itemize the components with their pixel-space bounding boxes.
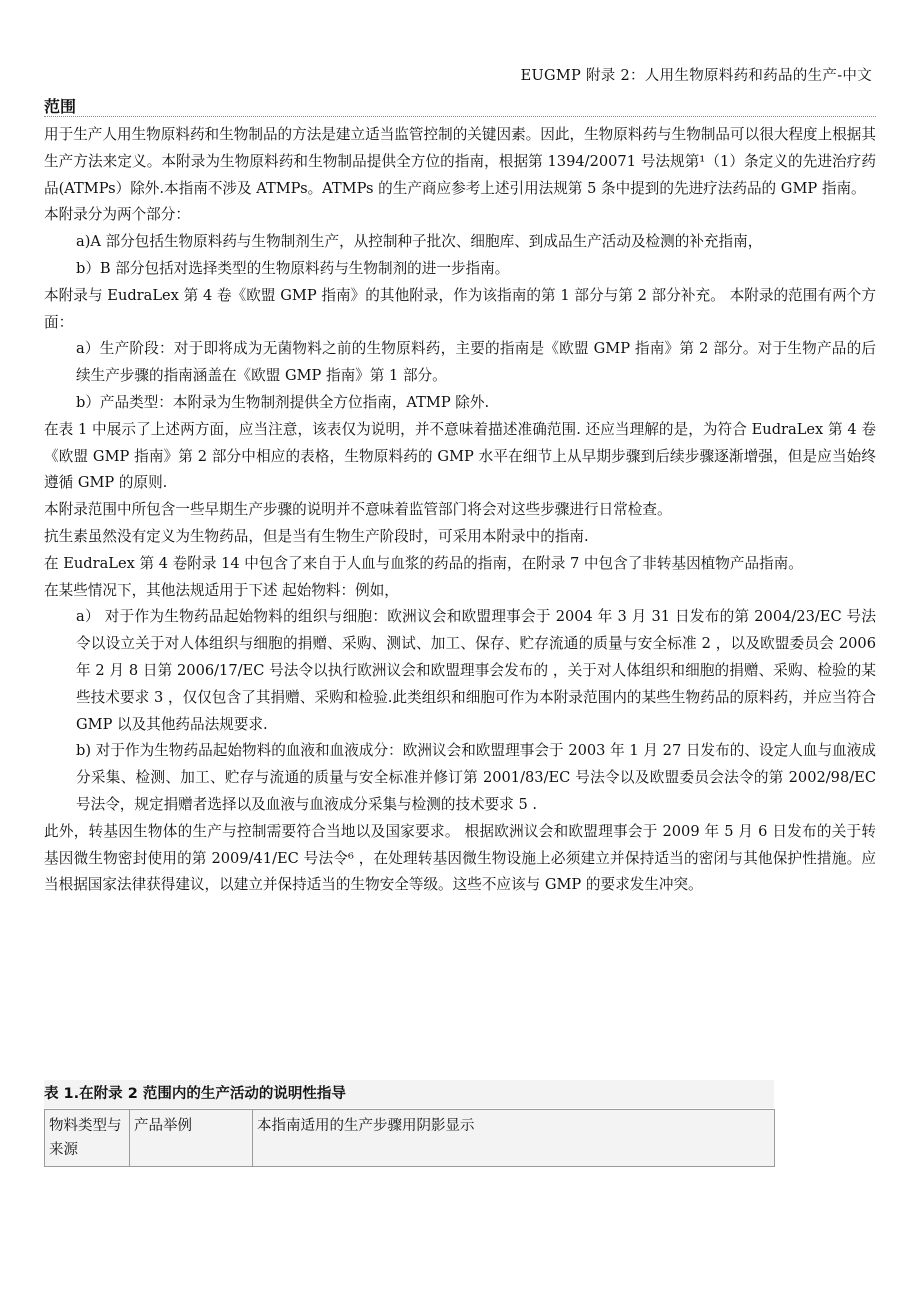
paragraph: 本附录与 EudraLex 第 4 卷《欧盟 GMP 指南》的其他附录，作为该指南的第 1 部分与第 2 部分补充。 本附录的范围有两个方面： — [44, 286, 876, 331]
paragraph: 用于生产人用生物原料药和生物制品的方法是建立适当监管控制的关键因素。因此，生物原料药与生物制品可以很大程度上根据其生产方法来定义。本附录为生物原料药和生物制品提供全方位的指南，根据第 1394/20071 号法规第¹（1）条定义的先进治疗药品(ATMPs）除外.本指南不涉及 ATMPs。ATMPs 的生产商应参考上述引用法规第 5 条中提到的先进疗法药品的 GMP 指南。 — [44, 126, 876, 197]
table-header-cell: 物料类型与来源 — [45, 1110, 130, 1167]
list-item: b）B 部分包括对选择类型的生物原料药与生物制剂的进一步指南。 — [76, 259, 510, 277]
table-title: 表 1.在附录 2 范围内的生产活动的说明性指导 — [44, 1086, 346, 1102]
paragraph: 在某些情况下，其他法规适用于下述 起始物料：例如， — [44, 581, 399, 599]
paragraph: 抗生素虽然没有定义为生物药品，但是当有生物生产阶段时，可采用本附录中的指南. — [44, 527, 589, 545]
header-divider — [44, 116, 876, 117]
paragraph: 在 EudraLex 第 4 卷附录 14 中包含了来自于人血与血浆的药品的指南，在附录 7 中包含了非转基因植物产品指南。 — [44, 554, 803, 572]
scope-table — [44, 1109, 775, 1167]
list-item: a） 对于作为生物药品起始物料的组织与细胞：欧洲议会和欧盟理事会于 2004 年 3 月 31 日发布的第 2004/23/EC 号法令以设立关于对人体组织与细胞的捐赠、采购、测试、加工、保存、贮存流通的质量与安全标准 2 ，以及欧盟委员会 2006 年 2 月 8 日第 2006/17/EC 号法令以执行欧洲议会和欧盟理事会发布的 ，关于对人体组织和细胞的捐赠、采购、检验的某些技术要求 3 ，仅仅包含了其捐赠、采购和检验.此类组织和细胞可作为本附录范围内的某些生物药品的原料药，并应当符合 GMP 以及其他药品法规要求. — [76, 608, 876, 733]
paragraph: 此外，转基因生物体的生产与控制需要符合当地以及国家要求。 根据欧洲议会和欧盟理事会于 2009 年 5 月 6 日发布的关于转基因微生物密封使用的第 2009/41/EC 号法令⁶ ，在处理转基因微生物设施上必须建立并保持适当的密闭与其他保护性措施。应当根据国家法律获得建议，以建立并保持适当的生物安全等级。这些不应该与 GMP 的要求发生冲突。 — [44, 822, 876, 894]
list-item: a）生产阶段：对于即将成为无菌物料之前的生物原料药，主要的指南是《欧盟 GMP 指南》第 2 部分。对于生物产品的后续生产步骤的指南涵盖在《欧盟 GMP 指南》第 1 部分。 — [76, 340, 876, 385]
paragraph: 本附录分为两个部分： — [44, 206, 190, 224]
table-header-cell: 产品举例 — [130, 1110, 253, 1167]
table-header-row — [45, 1110, 775, 1167]
document-body — [44, 122, 876, 899]
paragraph: 本附录范围中所包含一些早期生产步骤的说明并不意味着监管部门将会对这些步骤进行日常检查。 — [44, 501, 672, 519]
page-header: EUGMP 附录 2：人用生物原料药和药品的生产-中文 — [520, 68, 872, 84]
paragraph: 在表 1 中展示了上述两方面，应当注意，该表仅为说明，并不意味着描述准确范围. 还应当理解的是，为符合 EudraLex 第 4 卷《欧盟 GMP 指南》第 2 部分中相应的表格，生物原料药的 GMP 水平在细节上从早期步骤到后续步骤逐渐增强，但是应当始终遵循 GMP 的原则. — [44, 420, 876, 492]
list-item: b) 对于作为生物药品起始物料的血液和血液成分：欧洲议会和欧盟理事会于 2003 年 1 月 27 日发布的、设定人血与血液成分采集、检测、加工、贮存与流通的质量与安全标准并修订第 2001/83/EC 号法令以及欧盟委员会法令的第 2002/98/EC 号法令，规定捐赠者选择以及血液与血液成分采集与检测的技术要求 5 . — [76, 742, 876, 813]
list-item: a)A 部分包括生物原料药与生物制剂生产，从控制种子批次、细胞库、到成品生产活动及检测的补充指南， — [76, 233, 763, 251]
section-title: 范围 — [44, 97, 77, 116]
table-header-cell: 本指南适用的生产步骤用阴影显示 — [253, 1110, 775, 1167]
list-item: b）产品类型：本附录为生物制剂提供全方位指南，ATMP 除外. — [76, 393, 490, 411]
